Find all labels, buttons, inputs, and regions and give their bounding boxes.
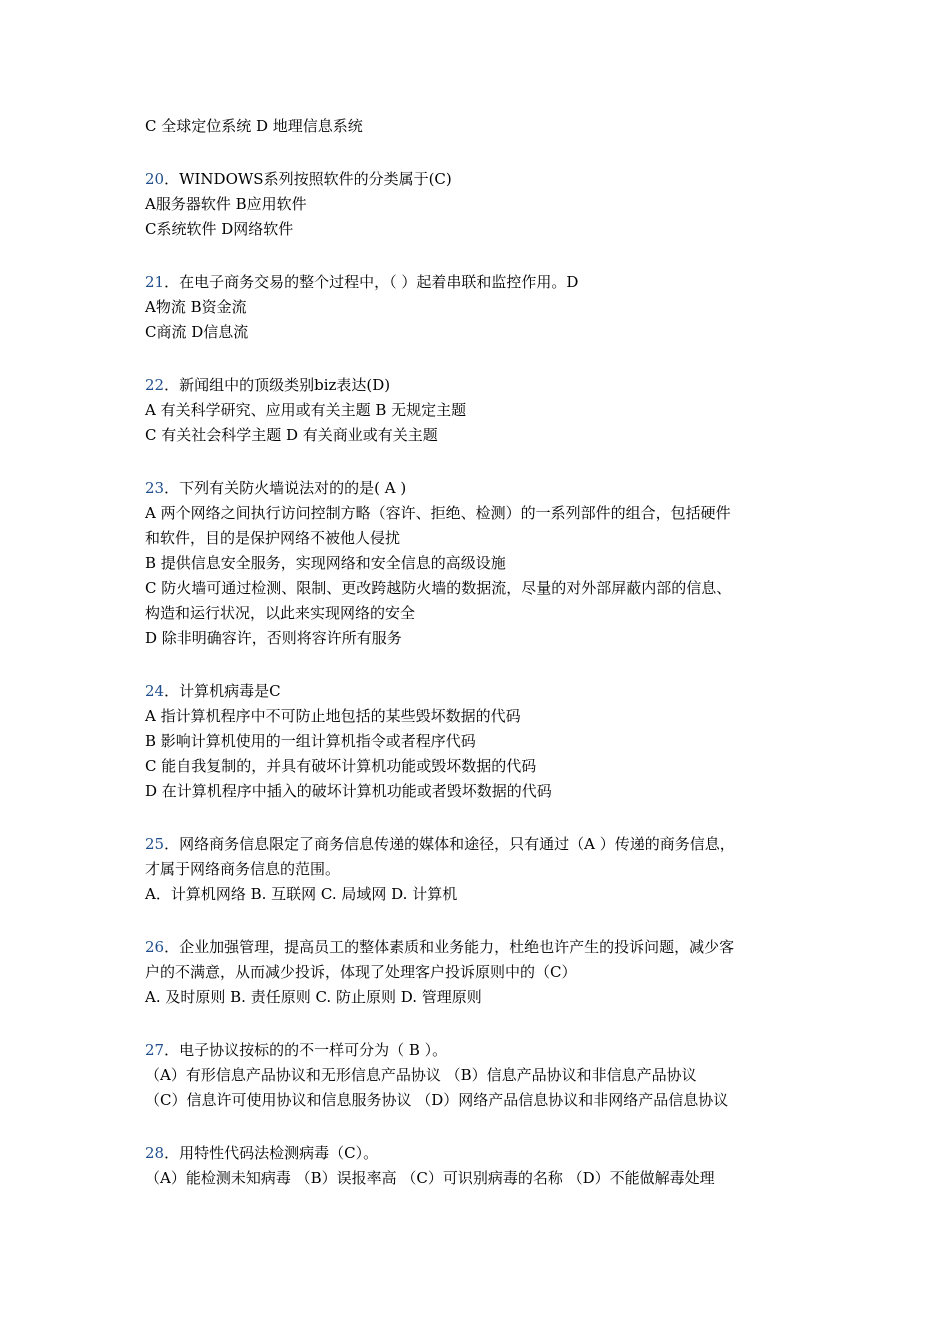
option-line: C系统软件 D网络软件 <box>145 220 294 238</box>
option-line: 才属于网络商务信息的范围。 <box>145 860 341 878</box>
option-line: B 影响计算机使用的一组计算机指令或者程序代码 <box>145 732 476 750</box>
question-text: ．电子协议按标的的不一样可分为（ B ）。 <box>164 1041 448 1059</box>
option-line: （C）信息许可使用协议和信息服务协议 （D）网络产品信息协议和非网络产品信息协议 <box>145 1091 729 1109</box>
question-text: ．新闻组中的顶级类别biz表达(D) <box>164 376 391 394</box>
question-stem <box>145 270 825 295</box>
question-stem <box>145 476 825 501</box>
option-line: （A）能检测未知病毒 （B）误报率高 （C）可识别病毒的名称 （D）不能做解毒处理 <box>145 1169 715 1187</box>
question-block <box>145 1038 825 1113</box>
option-line: A物流 B资金流 <box>145 298 247 316</box>
question-number: 27 <box>145 1041 165 1059</box>
question-number: 20 <box>145 170 165 188</box>
question-text: ．在电子商务交易的整个过程中，（ ）起着串联和监控作用。D <box>164 273 579 291</box>
question-number: 21 <box>145 273 165 291</box>
option-line: C 能自我复制的，并具有破坏计算机功能或毁坏数据的代码 <box>145 757 537 775</box>
option-line: A 两个网络之间执行访问控制方略（容许、拒绝、检测）的一系列部件的组合，包括硬件 <box>145 504 731 522</box>
question-text: ．用特性代码法检测病毒（C）。 <box>164 1144 379 1162</box>
question-number: 24 <box>145 682 165 700</box>
question-gap <box>145 651 825 679</box>
question-gap <box>145 242 825 270</box>
question-text: ．WINDOWS系列按照软件的分类属于(C) <box>164 170 452 188</box>
option-line: A 有关科学研究、应用或有关主题 B 无规定主题 <box>145 401 467 419</box>
question-stem <box>145 832 825 857</box>
option-line: C 防火墙可通过检测、限制、更改跨越防火墙的数据流，尽量的对外部屏蔽内部的信息、 <box>145 579 732 597</box>
question-text: ．下列有关防火墙说法对的的是( A ) <box>164 479 407 497</box>
question-stem <box>145 1038 825 1063</box>
question-gap <box>145 1113 825 1141</box>
question-gap <box>145 1010 825 1038</box>
question-block <box>145 832 825 907</box>
question-number: 26 <box>145 938 165 956</box>
question-block <box>145 935 825 1010</box>
question-block <box>145 476 825 651</box>
option-line: D 在计算机程序中插入的破坏计算机功能或者毁坏数据的代码 <box>145 782 552 800</box>
question-number: 22 <box>145 376 165 394</box>
option-line: A．计算机网络 B. 互联网 C. 局域网 D. 计算机 <box>145 885 458 903</box>
question-gap <box>145 448 825 476</box>
option-line: B 提供信息安全服务，实现网络和安全信息的高级设施 <box>145 554 506 572</box>
option-line: A. 及时原则 B. 责任原则 C. 防止原则 D. 管理原则 <box>145 988 482 1006</box>
option-line: A 指计算机程序中不可防止地包括的某些毁坏数据的代码 <box>145 707 521 725</box>
question-stem <box>145 679 825 704</box>
option-line: C 有关社会科学主题 D 有关商业或有关主题 <box>145 426 438 444</box>
question-list <box>145 114 825 1191</box>
question-block <box>145 1141 825 1191</box>
option-line: C商流 D信息流 <box>145 323 249 341</box>
question-text: ．企业加强管理，提高员工的整体素质和业务能力，杜绝也许产生的投诉问题，减少客 <box>164 938 735 956</box>
question-text: ．网络商务信息限定了商务信息传递的媒体和途径，只有通过（A ）传递的商务信息， <box>164 835 735 853</box>
question-stem <box>145 373 825 398</box>
option-line: （A）有形信息产品协议和无形信息产品协议 （B）信息产品协议和非信息产品协议 <box>145 1066 697 1084</box>
option-line: 和软件，目的是保护网络不被他人侵扰 <box>145 529 401 547</box>
question-stem <box>145 935 825 960</box>
question-text: ．计算机病毒是C <box>164 682 281 700</box>
option-line: 户的不满意，从而减少投诉，体现了处理客户投诉原则中的（C） <box>145 963 577 981</box>
question-stem <box>145 1141 825 1166</box>
question-number: 28 <box>145 1144 165 1162</box>
question-gap <box>145 345 825 373</box>
question-number: 23 <box>145 479 165 497</box>
question-block <box>145 373 825 448</box>
question-gap <box>145 139 825 167</box>
question-block <box>145 679 825 804</box>
option-line: D 除非明确容许，否则将容许所有服务 <box>145 629 402 647</box>
question-stem <box>145 167 825 192</box>
lead-line: C 全球定位系统 D 地理信息系统 <box>145 117 363 135</box>
question-gap <box>145 804 825 832</box>
option-line: A服务器软件 B应用软件 <box>145 195 307 213</box>
question-gap <box>145 907 825 935</box>
question-block <box>145 167 825 242</box>
question-block <box>145 270 825 345</box>
question-number: 25 <box>145 835 165 853</box>
option-line: 构造和运行状况，以此来实现网络的安全 <box>145 604 416 622</box>
